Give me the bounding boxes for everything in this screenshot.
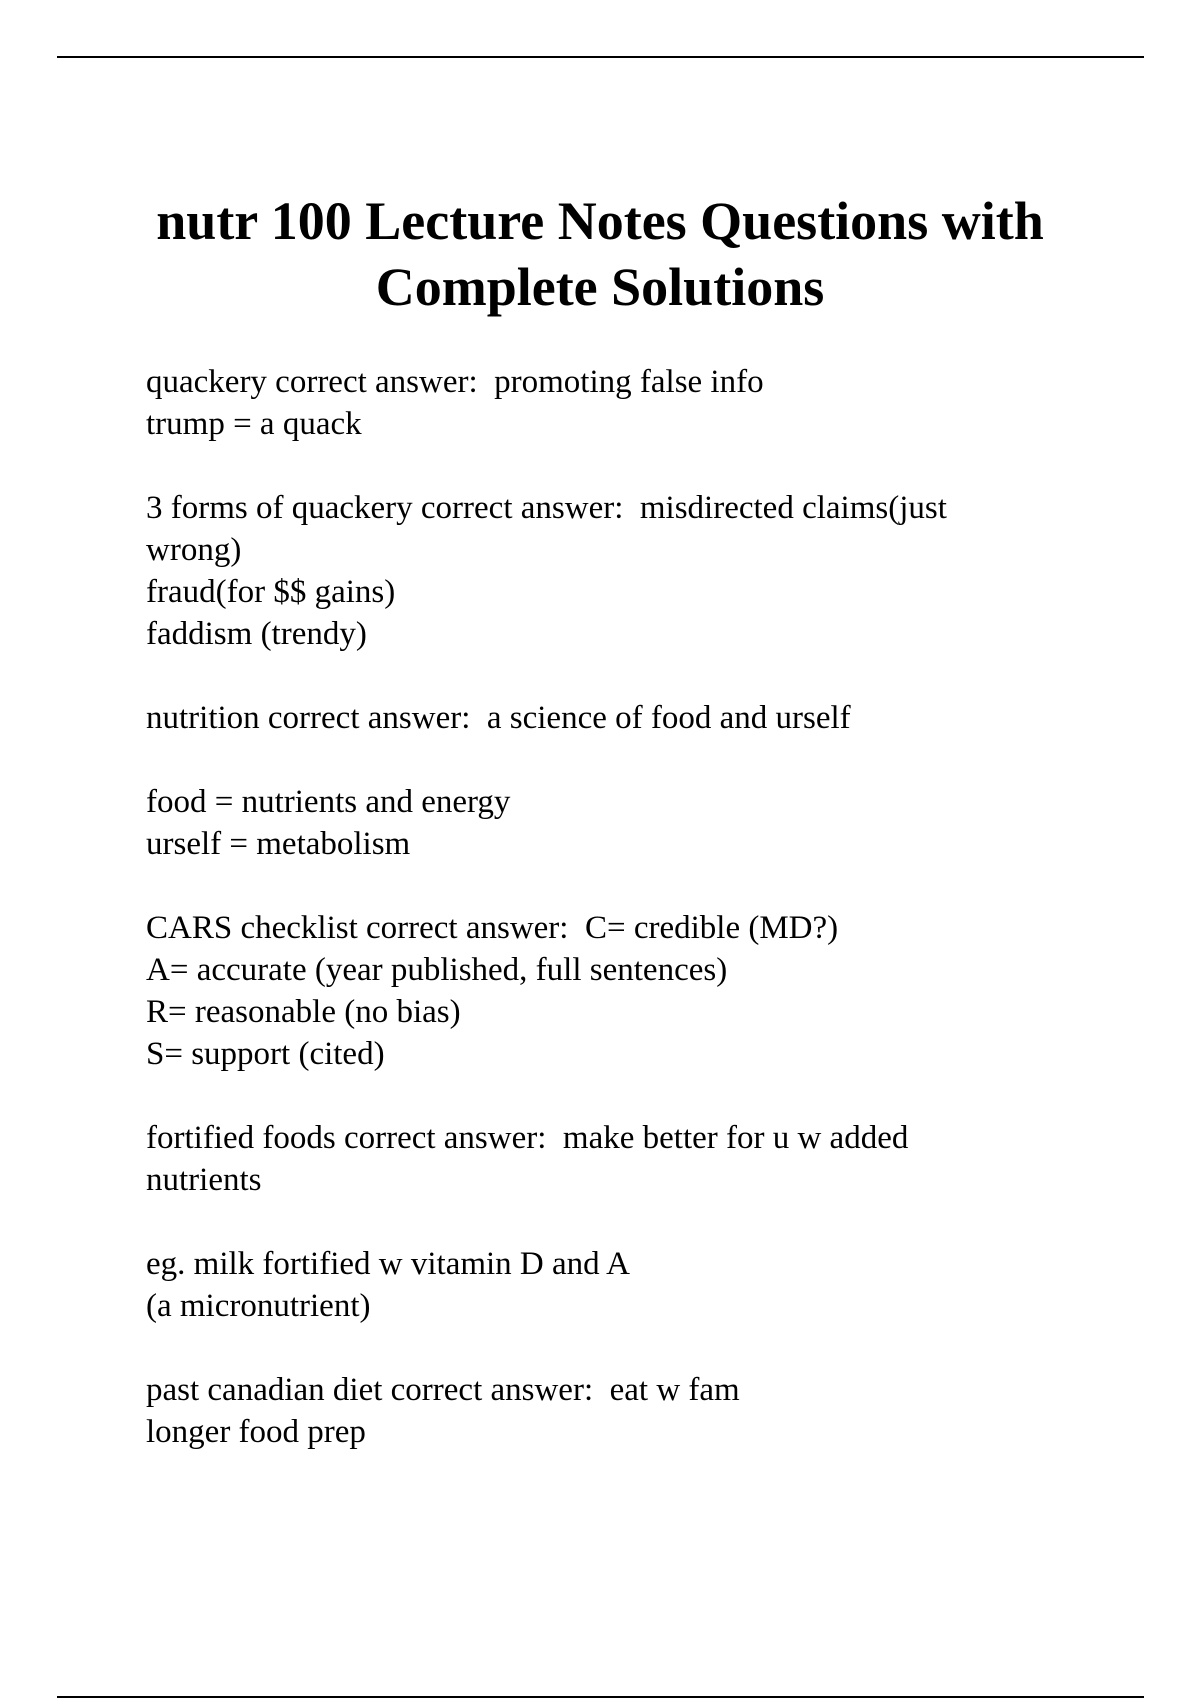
entry-line: CARS checklist correct answer: C= credible (MD?) <box>146 910 839 946</box>
entry-line: fortified foods correct answer: make better for u w added <box>146 1120 909 1156</box>
qa-entry <box>146 1369 1106 1453</box>
entry-line: (a micronutrient) <box>146 1288 371 1324</box>
document-body <box>146 361 1106 1495</box>
qa-entry <box>146 487 1106 655</box>
entry-line: eg. milk fortified w vitamin D and A <box>146 1246 630 1282</box>
title-line: nutr 100 Lecture Notes Questions with <box>156 191 1044 251</box>
entry-line: urself = metabolism <box>146 826 411 862</box>
entry-line: trump = a quack <box>146 406 362 442</box>
entry-line: wrong) <box>146 532 242 568</box>
entry-line: nutrition correct answer: a science of food and urself <box>146 700 851 736</box>
qa-entry <box>146 1117 1106 1201</box>
top-rule <box>57 56 1144 58</box>
qa-entry <box>146 697 1106 739</box>
entry-line: fraud(for $$ gains) <box>146 574 396 610</box>
bottom-rule <box>57 1696 1144 1698</box>
entry-line: A= accurate (year published, full sentences) <box>146 952 728 988</box>
entry-line: longer food prep <box>146 1414 366 1450</box>
entry-line: past canadian diet correct answer: eat w fam <box>146 1372 740 1408</box>
qa-entry <box>146 907 1106 1075</box>
qa-entry <box>146 1243 1106 1327</box>
entry-line: quackery correct answer: promoting false info <box>146 364 764 400</box>
title-line: Complete Solutions <box>375 257 825 317</box>
entry-line: 3 forms of quackery correct answer: misdirected claims(just <box>146 490 947 526</box>
qa-entry <box>146 361 1106 445</box>
entry-line: faddism (trendy) <box>146 616 367 652</box>
entry-line: S= support (cited) <box>146 1036 385 1072</box>
entry-line: nutrients <box>146 1162 262 1198</box>
page-title <box>0 188 1200 320</box>
entry-line: R= reasonable (no bias) <box>146 994 461 1030</box>
entry-line: food = nutrients and energy <box>146 784 511 820</box>
qa-entry <box>146 781 1106 865</box>
